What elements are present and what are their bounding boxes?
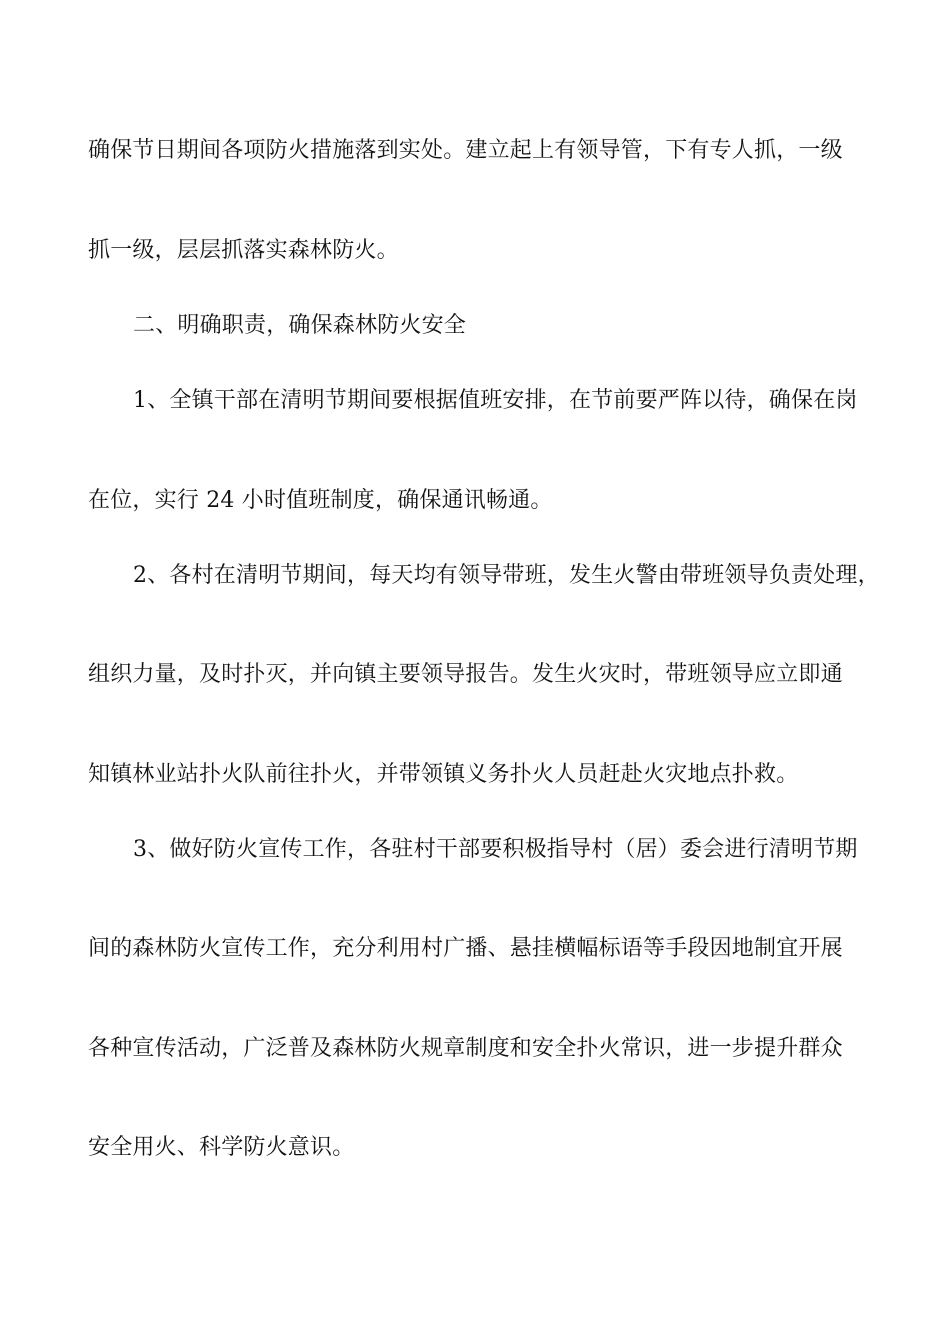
text-line-8: 知镇林业站扑火队前往扑火，并带领镇义务扑火人员赶赴火灾地点扑救。 xyxy=(88,762,799,787)
text-line-9: 3、做好防火宣传工作，各驻村干部要积极指导村（居）委会进行清明节期 xyxy=(133,837,858,862)
text-line-1: 确保节日期间各项防火措施落到实处。建立起上有领导管，下有专人抓，一级 xyxy=(88,138,843,163)
text-line-7: 组织力量，及时扑灭，并向镇主要领导报告。发生火灾时，带班领导应立即通 xyxy=(88,662,843,687)
text-line-12: 安全用火、科学防火意识。 xyxy=(88,1135,355,1160)
text-line-6: 2、各村在清明节期间，每天均有领导带班，发生火警由带班领导负责处理， xyxy=(133,563,880,588)
text-line-5: 在位，实行 24 小时值班制度，确保通讯畅通。 xyxy=(88,488,553,513)
text-line-11: 各种宣传活动，广泛普及森林防火规章制度和安全扑火常识，进一步提升群众 xyxy=(88,1036,843,1061)
text-line-4: 1、全镇干部在清明节期间要根据值班安排，在节前要严阵以待，确保在岗 xyxy=(133,388,858,413)
text-line-10: 间的森林防火宣传工作，充分利用村广播、悬挂横幅标语等手段因地制宜开展 xyxy=(88,936,843,961)
section-heading: 二、明确职责，确保森林防火安全 xyxy=(133,313,467,338)
text-line-2: 抓一级，层层抓落实森林防火。 xyxy=(88,238,399,263)
